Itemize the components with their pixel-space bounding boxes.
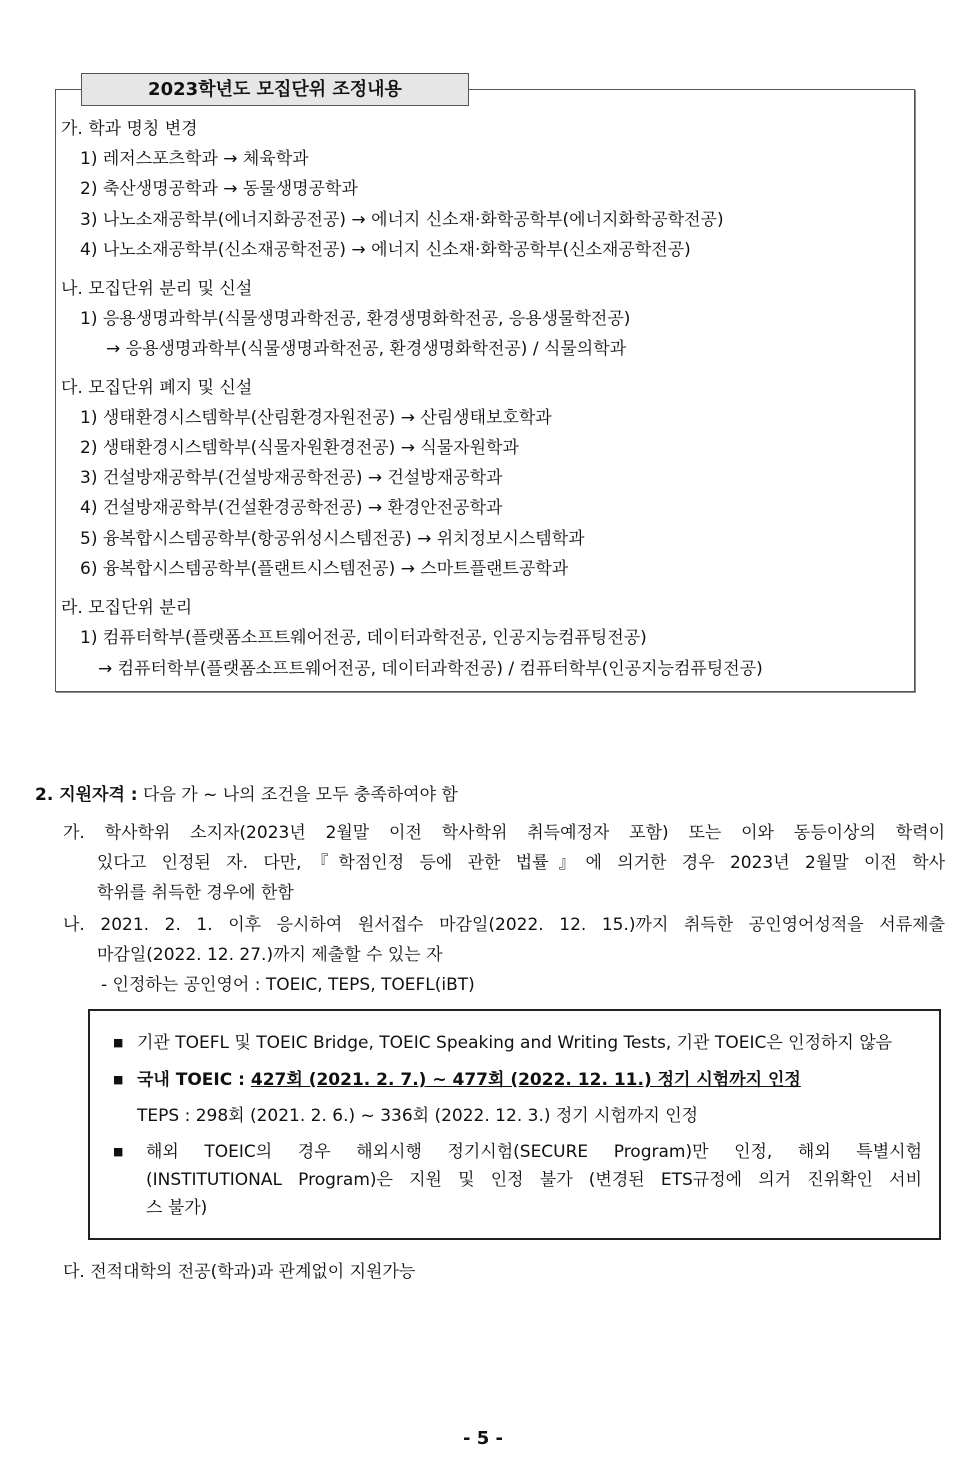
list-item: 6) 융복합시스템공학부(플랜트시스템전공) → 스마트플랜트공학과 xyxy=(80,559,569,579)
list-item: 4) 건설방재공학부(건설환경공학전공) → 환경안전공학과 xyxy=(80,498,503,518)
qualification-title-text: 다음 가 ~ 나의 조건을 모두 충족하여야 함 xyxy=(143,785,458,805)
list-item: 3) 건설방재공학부(건설방재공학전공) → 건설방재공학과 xyxy=(80,468,503,488)
page-number: - 5 - xyxy=(463,1428,503,1449)
notice-line1: 기관 TOEFL 및 TOEIC Bridge, TOEIC Speaking and Writing Tests, 기관 TOEIC은 인정하지 않음 xyxy=(137,1033,893,1053)
adjustment-box-title: 2023학년도 모집단위 조정내용 xyxy=(81,73,469,106)
list-item: 1) 생태환경시스템학부(산림환경자원전공) → 산림생태보호학과 xyxy=(80,408,552,428)
list-item: 2) 생태환경시스템학부(식물자원환경전공) → 식물자원학과 xyxy=(80,438,519,458)
qualification-ga-line3: 학위를 취득한 경우에 한함 xyxy=(97,883,294,903)
notice-line4c: 스 불가) xyxy=(146,1198,208,1218)
qualification-ga-line2: 있다고 인정된 자. 다만,『학점인정 등에 관한 법률』에 의거한 경우 2023년 2월말 이전 학사 xyxy=(97,853,945,873)
section-heading-na: 나. 모집단위 분리 및 신설 xyxy=(61,279,253,299)
bullet-icon: ■ xyxy=(113,1036,124,1049)
list-item: 1) 컴퓨터학부(플랫폼소프트웨어전공, 데이터과학전공, 인공지능컴퓨팅전공) xyxy=(80,628,647,648)
notice-line3: TEPS : 298회 (2021. 2. 6.) ~ 336회 (2022. 12. 3.) 정기 시험까지 인정 xyxy=(137,1106,699,1126)
qualification-ga-line1: 가. 학사학위 소지자(2023년 2월말 이전 학사학위 취득예정자 포함) 또는 이와 동등이상의 학력이 xyxy=(63,823,945,843)
qualification-na-line1: 나. 2021. 2. 1. 이후 응시하여 원서접수 마감일(2022. 12. 15.)까지 취득한 공인영어성적을 서류제출 xyxy=(63,915,945,935)
section-heading-da: 다. 모집단위 폐지 및 신설 xyxy=(61,378,253,398)
notice-toeic-label: 국내 TOEIC : xyxy=(137,1070,251,1090)
list-item: 3) 나노소재공학부(에너지화공전공) → 에너지 신소재·화학공학부(에너지화학공학전공) xyxy=(80,210,724,230)
qualification-da-line: 다. 전적대학의 전공(학과)과 관계없이 지원가능 xyxy=(63,1262,416,1282)
list-item: 1) 레저스포츠학과 → 체육학과 xyxy=(80,149,309,169)
list-item: 1) 응용생명과학부(식물생명과학전공, 환경생명화학전공, 응용생물학전공) xyxy=(80,309,631,329)
notice-line4b: (INSTITUTIONAL Program)은 지원 및 인정 불가 (변경된 ETS규정에 의거 진위확인 서비 xyxy=(146,1170,922,1190)
qualification-title xyxy=(35,783,458,807)
notice-toeic-range: 427회 (2021. 2. 7.) ~ 477회 (2022. 12. 11.) 정기 시험까지 인정 xyxy=(250,1070,801,1090)
section-heading-ga: 가. 학과 명칭 변경 xyxy=(61,119,198,139)
qualification-na-line2: 마감일(2022. 12. 27.)까지 제출할 수 있는 자 xyxy=(97,945,443,965)
list-item: 2) 축산생명공학과 → 동물생명공학과 xyxy=(80,179,358,199)
qualification-title-label: 2. 지원자격 : xyxy=(35,785,138,805)
list-item: → 컴퓨터학부(플랫폼소프트웨어전공, 데이터과학전공) / 컴퓨터학부(인공지능컴퓨팅전공) xyxy=(98,659,763,679)
qualification-na-line3: - 인정하는 공인영어 : TOEIC, TEPS, TOEFL(iBT) xyxy=(101,975,475,995)
list-item: 4) 나노소재공학부(신소재공학전공) → 에너지 신소재·화학공학부(신소재공학전공) xyxy=(80,240,691,260)
notice-line4a: 해외 TOEIC의 경우 해외시행 정기시험(SECURE Program)만 인정, 해외 특별시험 xyxy=(146,1142,922,1162)
bullet-icon: ■ xyxy=(113,1145,124,1158)
list-item: 5) 융복합시스템공학부(항공위성시스템전공) → 위치정보시스템학과 xyxy=(80,529,585,549)
bullet-icon: ■ xyxy=(113,1073,124,1086)
list-item: → 응용생명과학부(식물생명과학전공, 환경생명화학전공) / 식물의학과 xyxy=(106,339,627,359)
notice-line2 xyxy=(137,1068,801,1092)
section-heading-ra: 라. 모집단위 분리 xyxy=(61,598,193,618)
